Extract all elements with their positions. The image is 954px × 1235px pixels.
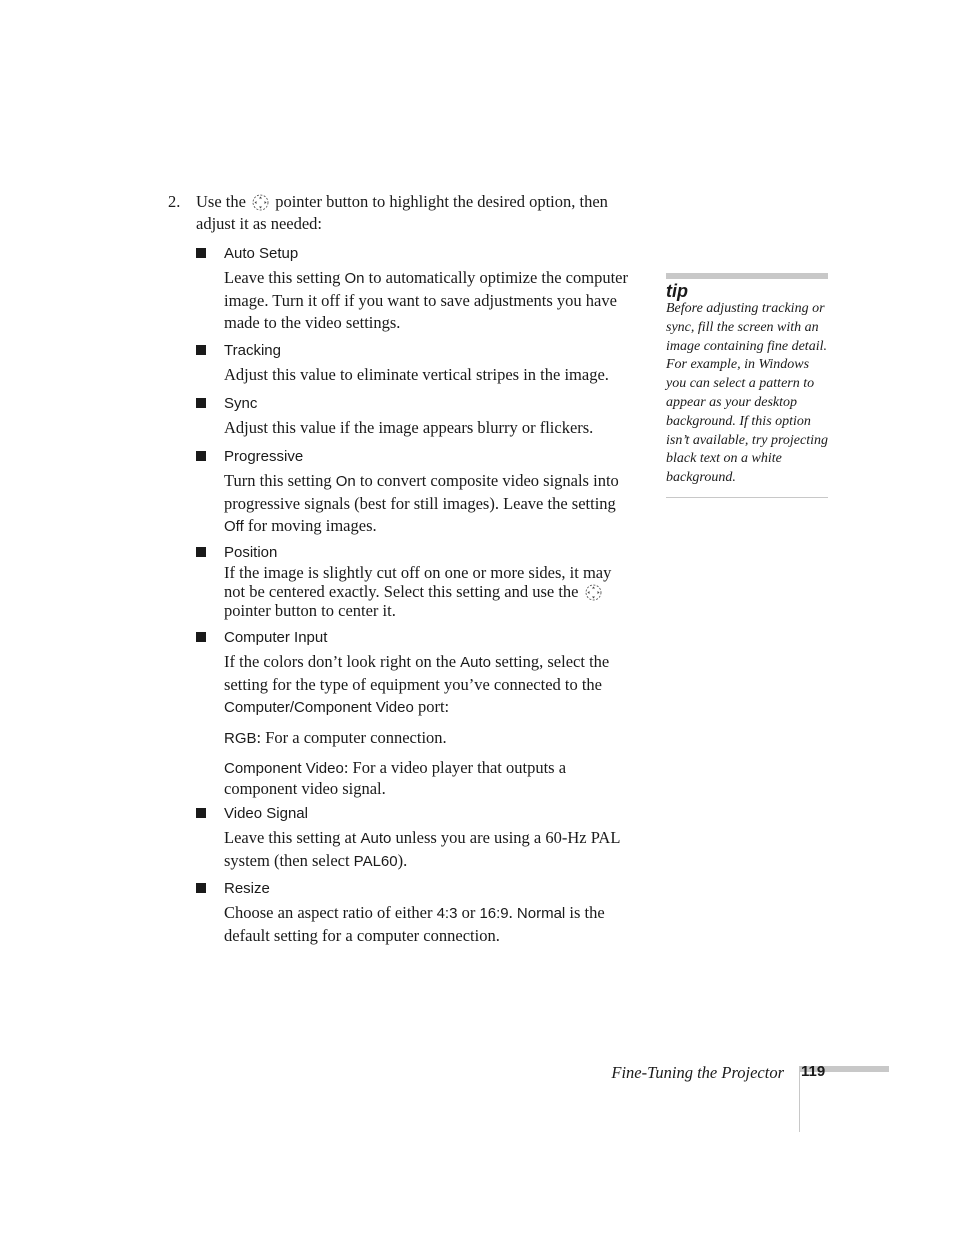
bullet-square xyxy=(196,248,206,258)
footer-divider xyxy=(799,1066,800,1132)
text-segment: Leave this setting at xyxy=(224,828,357,847)
setting-keyword: 16:9 xyxy=(479,905,509,922)
bullet-square xyxy=(196,398,206,408)
text-segment: unless you are using a 60-Hz PAL system (then select xyxy=(224,828,620,870)
paragraph xyxy=(224,651,634,719)
item-title: Position xyxy=(224,544,278,561)
text-segment: setting, select the setting for the type of equipment you’ve connected to the xyxy=(224,652,610,694)
text-segment: port: xyxy=(417,697,450,716)
item-title: Auto Setup xyxy=(224,245,299,262)
text-segment: : For a computer connection. xyxy=(256,728,447,747)
item-description: Adjust this value to eliminate vertical stripes in the image. xyxy=(224,365,609,384)
text-segment: is the default setting for a computer connection. xyxy=(224,903,605,945)
tip-heading: tip xyxy=(666,281,688,301)
page-number: 119 xyxy=(801,1063,826,1080)
paragraph xyxy=(224,727,634,750)
step-text-start: Use the xyxy=(196,192,246,211)
setting-keyword: Auto xyxy=(460,654,492,671)
setting-keyword: Computer/Component Video xyxy=(224,699,414,716)
text-segment: pointer button to center it. xyxy=(224,601,396,620)
bullet-square xyxy=(196,632,206,642)
tip-top-rule xyxy=(666,273,828,279)
paragraph xyxy=(224,758,634,799)
item-title: Progressive xyxy=(224,448,304,465)
text-segment: If the image is slightly cut off on one or more sides, it may not be centered exactly. Select this setting and use the xyxy=(224,563,612,601)
step-text-end: pointer button to highlight the desired option, then adjust it as needed: xyxy=(196,192,608,233)
item-description xyxy=(224,827,634,873)
setting-keyword: Off xyxy=(224,518,244,535)
setting-keyword: Normal xyxy=(516,905,566,922)
text-segment: to automatically optimize the computer image. Turn it off if you want to save adjustments you have made to the video settings. xyxy=(224,268,628,332)
item-description xyxy=(224,563,634,620)
bullet-square xyxy=(196,547,206,557)
item-description xyxy=(224,267,634,334)
bullet-square xyxy=(196,808,206,818)
item-description xyxy=(224,651,634,807)
item-title: Computer Input xyxy=(224,629,328,646)
item-title: Sync xyxy=(224,395,258,412)
setting-keyword: Auto xyxy=(360,830,392,847)
text-segment: If the colors don’t look right on the xyxy=(224,652,457,671)
text-segment: Choose an aspect ratio of either xyxy=(224,903,433,922)
step-number: 2. xyxy=(168,192,181,211)
setting-keyword: 4:3 xyxy=(436,905,458,922)
bullet-square xyxy=(196,451,206,461)
pointer-button-icon xyxy=(252,194,269,211)
bullet-square xyxy=(196,883,206,893)
tip-text: Before adjusting tracking or sync, fill the screen with an image containing fine detail. For example, in Windows you can select a pattern to appear as your desktop background. If this option isn’t available, try projecting black text on a white background. xyxy=(666,301,829,486)
pointer-button-icon xyxy=(585,584,602,601)
text-segment: or xyxy=(461,903,476,922)
text-segment: for moving images. xyxy=(247,516,377,535)
setting-keyword: RGB xyxy=(224,730,257,747)
item-description xyxy=(224,470,634,538)
item-title: Tracking xyxy=(224,342,281,359)
text-segment: . xyxy=(508,903,513,922)
step-instruction xyxy=(196,191,636,235)
setting-keyword: PAL60 xyxy=(353,853,398,870)
item-title: Resize xyxy=(224,880,270,897)
text-segment: : For a video player that outputs a component video signal. xyxy=(224,758,567,798)
text-segment: to convert composite video signals into progressive signals (best for still images). Leave the setting xyxy=(224,471,619,513)
setting-keyword: Component Video xyxy=(224,760,344,777)
text-segment: Turn this setting xyxy=(224,471,332,490)
item-description: Adjust this value if the image appears blurry or flickers. xyxy=(224,418,594,437)
text-segment: Leave this setting xyxy=(224,268,341,287)
bullet-square xyxy=(196,345,206,355)
setting-keyword: On xyxy=(344,270,365,287)
tip-bottom-rule xyxy=(666,497,828,498)
footer-chapter-title: Fine-Tuning the Projector xyxy=(611,1063,784,1082)
setting-keyword: On xyxy=(335,473,356,490)
item-description xyxy=(224,902,634,947)
text-segment: ). xyxy=(397,851,408,870)
item-title: Video Signal xyxy=(224,805,308,822)
